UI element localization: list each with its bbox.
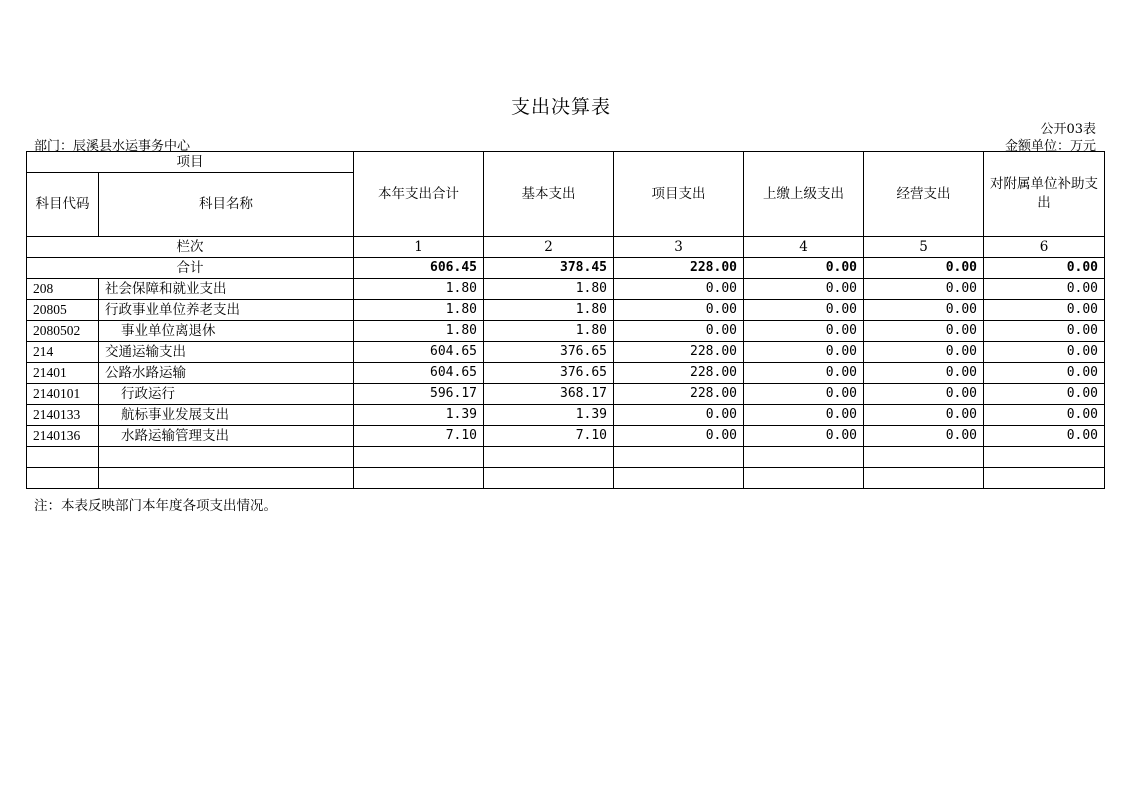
amount-cell: 1.80 (484, 279, 614, 300)
amount-cell: 0.00 (864, 363, 984, 384)
amount-cell: 0.00 (744, 342, 864, 363)
page-title: 支出决算表 (510, 96, 611, 118)
amount-cell: 0.00 (614, 321, 744, 342)
expenditure-table (26, 151, 1105, 489)
table-row (27, 342, 1105, 363)
amount-cell: 0.00 (984, 405, 1105, 426)
table-row (27, 363, 1105, 384)
amount-cell: 228.00 (614, 342, 744, 363)
amount-cell: 0.00 (744, 279, 864, 300)
amount-cell: 0.00 (614, 405, 744, 426)
subject-code: 20805 (27, 300, 99, 321)
amount-cell: 0.00 (984, 384, 1105, 405)
subject-code: 214 (27, 342, 99, 363)
amount-cell: 1.80 (354, 321, 484, 342)
amount-cell: 228.00 (614, 384, 744, 405)
amount-cell: 0.00 (744, 405, 864, 426)
empty-cell (744, 447, 864, 468)
amount-cell: 1.80 (484, 300, 614, 321)
amount-cell: 228.00 (614, 363, 744, 384)
subject-code: 21401 (27, 363, 99, 384)
amount-cell: 0.00 (984, 300, 1105, 321)
amount-cell: 0.00 (984, 279, 1105, 300)
subject-name: 航标事业发展支出 (99, 405, 354, 426)
column-index: 2 (484, 237, 614, 258)
amount-cell: 1.39 (354, 405, 484, 426)
empty-cell (354, 468, 484, 489)
amount-cell: 7.10 (484, 426, 614, 447)
column-index-row (27, 237, 1105, 258)
column-index: 1 (354, 237, 484, 258)
amount-cell: 1.80 (354, 279, 484, 300)
amount-cell: 604.65 (354, 342, 484, 363)
subject-name: 社会保障和就业支出 (99, 279, 354, 300)
column-index: 5 (864, 237, 984, 258)
header-total: 本年支出合计 (354, 152, 484, 237)
subject-code: 2140136 (27, 426, 99, 447)
amount-cell: 1.80 (354, 300, 484, 321)
header-business: 经营支出 (864, 152, 984, 237)
amount-cell: 0.00 (614, 279, 744, 300)
empty-cell (99, 447, 354, 468)
empty-cell (484, 468, 614, 489)
amount-cell: 0.00 (984, 342, 1105, 363)
table-row (27, 405, 1105, 426)
table-row (27, 279, 1105, 300)
empty-cell (864, 447, 984, 468)
empty-row (27, 468, 1105, 489)
empty-cell (354, 447, 484, 468)
amount-cell: 1.80 (484, 321, 614, 342)
table-row (27, 426, 1105, 447)
amount-cell: 604.65 (354, 363, 484, 384)
header-code: 科目代码 (27, 173, 99, 237)
total-row (27, 258, 1105, 279)
empty-row (27, 447, 1105, 468)
subject-code: 2140101 (27, 384, 99, 405)
amount-cell: 0.00 (744, 363, 864, 384)
empty-cell (614, 468, 744, 489)
header-project: 项目支出 (614, 152, 744, 237)
amount-cell: 0.00 (864, 279, 984, 300)
amount-cell: 368.17 (484, 384, 614, 405)
amount-cell: 0.00 (984, 321, 1105, 342)
empty-cell (27, 468, 99, 489)
amount-cell: 0.00 (614, 300, 744, 321)
empty-cell (864, 468, 984, 489)
column-index-label: 栏次 (27, 237, 354, 258)
amount-cell: 0.00 (744, 426, 864, 447)
amount-cell: 376.65 (484, 363, 614, 384)
form-number: 公开03表 (1040, 122, 1096, 137)
subject-name: 水路运输管理支出 (99, 426, 354, 447)
amount-cell: 1.39 (484, 405, 614, 426)
subject-code: 208 (27, 279, 99, 300)
subject-code: 2080502 (27, 321, 99, 342)
column-index: 6 (984, 237, 1105, 258)
amount-cell: 376.65 (484, 342, 614, 363)
amount-cell: 0.00 (984, 426, 1105, 447)
amount-cell: 0.00 (864, 342, 984, 363)
column-index: 4 (744, 237, 864, 258)
footnote: 注：本表反映部门本年度各项支出情况。 (34, 498, 277, 514)
header-row-1 (27, 152, 1105, 173)
amount-cell: 0.00 (744, 384, 864, 405)
amount-cell: 0.00 (864, 405, 984, 426)
header-name: 科目名称 (99, 173, 354, 237)
empty-cell (484, 447, 614, 468)
department-label: 部门：辰溪县水运事务中心 (34, 139, 191, 154)
table-row (27, 321, 1105, 342)
total-value: 606.45 (354, 258, 484, 279)
header-basic: 基本支出 (484, 152, 614, 237)
empty-cell (984, 468, 1105, 489)
subject-name: 公路水路运输 (99, 363, 354, 384)
header-upper: 上缴上级支出 (744, 152, 864, 237)
header-item: 项目 (27, 152, 354, 173)
amount-cell: 0.00 (744, 300, 864, 321)
amount-cell: 0.00 (864, 300, 984, 321)
table-row (27, 300, 1105, 321)
amount-cell: 596.17 (354, 384, 484, 405)
total-value: 0.00 (864, 258, 984, 279)
amount-cell: 0.00 (984, 363, 1105, 384)
total-value: 0.00 (984, 258, 1105, 279)
subject-name: 行政运行 (99, 384, 354, 405)
amount-cell: 0.00 (614, 426, 744, 447)
empty-cell (99, 468, 354, 489)
subject-code: 2140133 (27, 405, 99, 426)
subject-name: 事业单位离退休 (99, 321, 354, 342)
amount-cell: 0.00 (864, 384, 984, 405)
total-value: 378.45 (484, 258, 614, 279)
table-row (27, 384, 1105, 405)
amount-cell: 0.00 (864, 426, 984, 447)
subject-name: 交通运输支出 (99, 342, 354, 363)
empty-cell (614, 447, 744, 468)
total-value: 0.00 (744, 258, 864, 279)
amount-cell: 0.00 (744, 321, 864, 342)
empty-cell (744, 468, 864, 489)
total-value: 228.00 (614, 258, 744, 279)
amount-unit-label: 金额单位：万元 (1004, 139, 1096, 154)
total-label: 合计 (27, 258, 354, 279)
subject-name: 行政事业单位养老支出 (99, 300, 354, 321)
empty-cell (984, 447, 1105, 468)
amount-cell: 7.10 (354, 426, 484, 447)
column-index: 3 (614, 237, 744, 258)
amount-cell: 0.00 (864, 321, 984, 342)
header-subsidy: 对附属单位补助支出 (984, 152, 1105, 237)
empty-cell (27, 447, 99, 468)
